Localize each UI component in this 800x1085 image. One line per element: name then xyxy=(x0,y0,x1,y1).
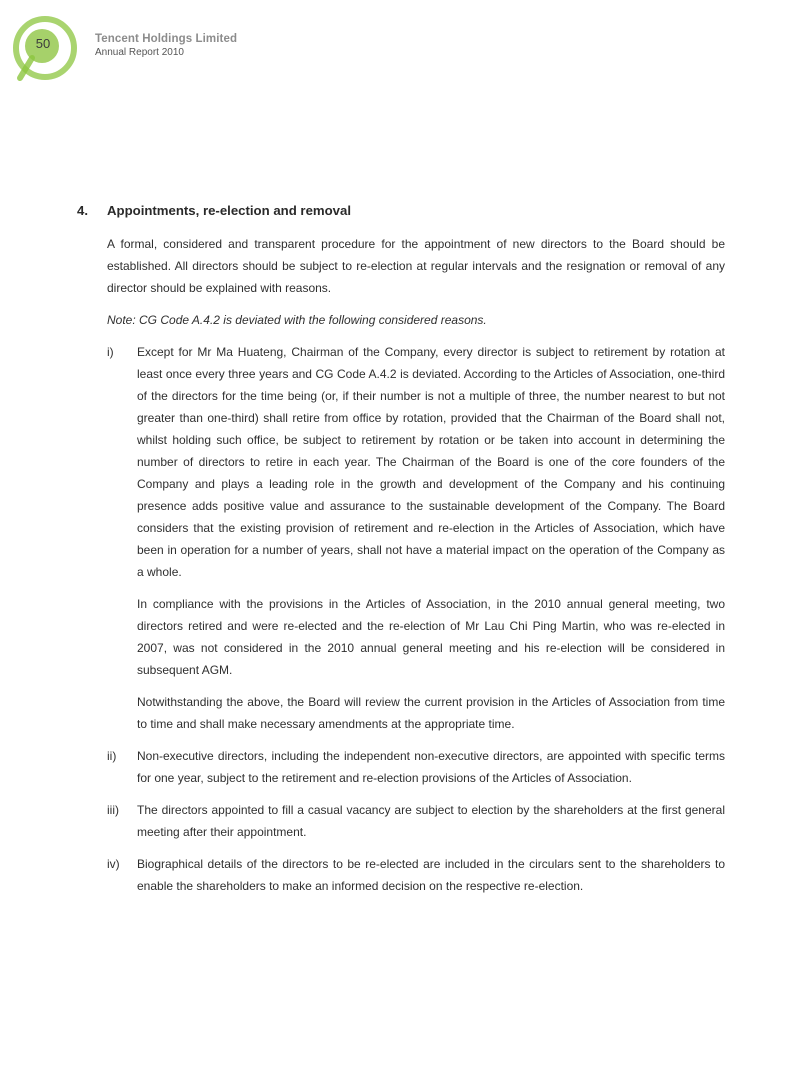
list-item-body xyxy=(137,341,725,735)
list-marker: i) xyxy=(107,345,114,359)
note-paragraph: Note: CG Code A.4.2 is deviated with the following considered reasons. xyxy=(107,313,487,327)
list-paragraph: Non-executive directors, including the independent non-executive directors, are appointed with specific terms for one year, subject to the retirement and re-election provisions of the Articles of Association. xyxy=(137,749,725,785)
list-paragraph: The directors appointed to fill a casual vacancy are subject to election by the shareholders at the first general meeting after their appointment. xyxy=(137,803,725,839)
intro-paragraph: A formal, considered and transparent procedure for the appointment of new directors to the Board should be established. All directors should be subject to re-election at regular intervals and the resignation or removal of any director should be explained with reasons. xyxy=(107,237,725,295)
list-paragraph: Notwithstanding the above, the Board will review the current provision in the Articles of Association from time to time and shall make necessary amendments at the appropriate time. xyxy=(137,695,725,731)
list-paragraph: In compliance with the provisions in the Articles of Association, in the 2010 annual general meeting, two directors retired and were re-elected and the re-election of Mr Lau Chi Ping Martin, who was re-elected in 2007, was not considered in the 2010 annual general meeting and his re-election will be considered in subsequent AGM. xyxy=(137,597,725,677)
section-number: 4. xyxy=(77,203,88,218)
section-title: Appointments, re-election and removal xyxy=(107,203,352,218)
list-item-body xyxy=(137,745,725,789)
list-marker: iv) xyxy=(107,857,120,871)
list-item xyxy=(107,341,725,735)
list-item-body xyxy=(137,799,725,843)
list-item xyxy=(107,745,725,789)
list-marker: ii) xyxy=(107,749,117,763)
list-item xyxy=(107,799,725,843)
section-heading xyxy=(77,201,725,221)
page-number: 50 xyxy=(35,36,51,51)
section-content xyxy=(77,201,725,907)
list-paragraph: Biographical details of the directors to be re-elected are included in the circulars sent to the shareholders to enable the shareholders to make an informed decision on the respective re-election. xyxy=(137,857,725,893)
list-item xyxy=(107,853,725,897)
list-item-body xyxy=(137,853,725,897)
company-name: Tencent Holdings Limited xyxy=(95,33,238,45)
list-paragraph: Except for Mr Ma Huateng, Chairman of the Company, every director is subject to retirement by rotation at least once every three years and CG Code A.4.2 is deviated. According to the Articles of Association, one-third of the directors for the time being (or, if their number is not a multiple of three, the number nearest to but not greater than one-third) shall retire from office by rotation, provided that the Chairman of the Board shall not, whilst holding such office, be subject to retirement by rotation or be taken into account in determining the number of directors to retire in each year. The Chairman of the Board is one of the core founders of the Company and plays a leading role in the growth and development of the Company and his continuing presence adds positive value and assurance to the sustainable development of the Company. The Board considers that the existing provision of retirement and re-election in the Articles of Association, which have been in operation for a number of years, shall not have a material impact on the operation of the Company as a whole. xyxy=(137,345,725,579)
section-body xyxy=(107,233,725,897)
report-title: Annual Report 2010 xyxy=(95,47,184,58)
list-marker: iii) xyxy=(107,803,119,817)
